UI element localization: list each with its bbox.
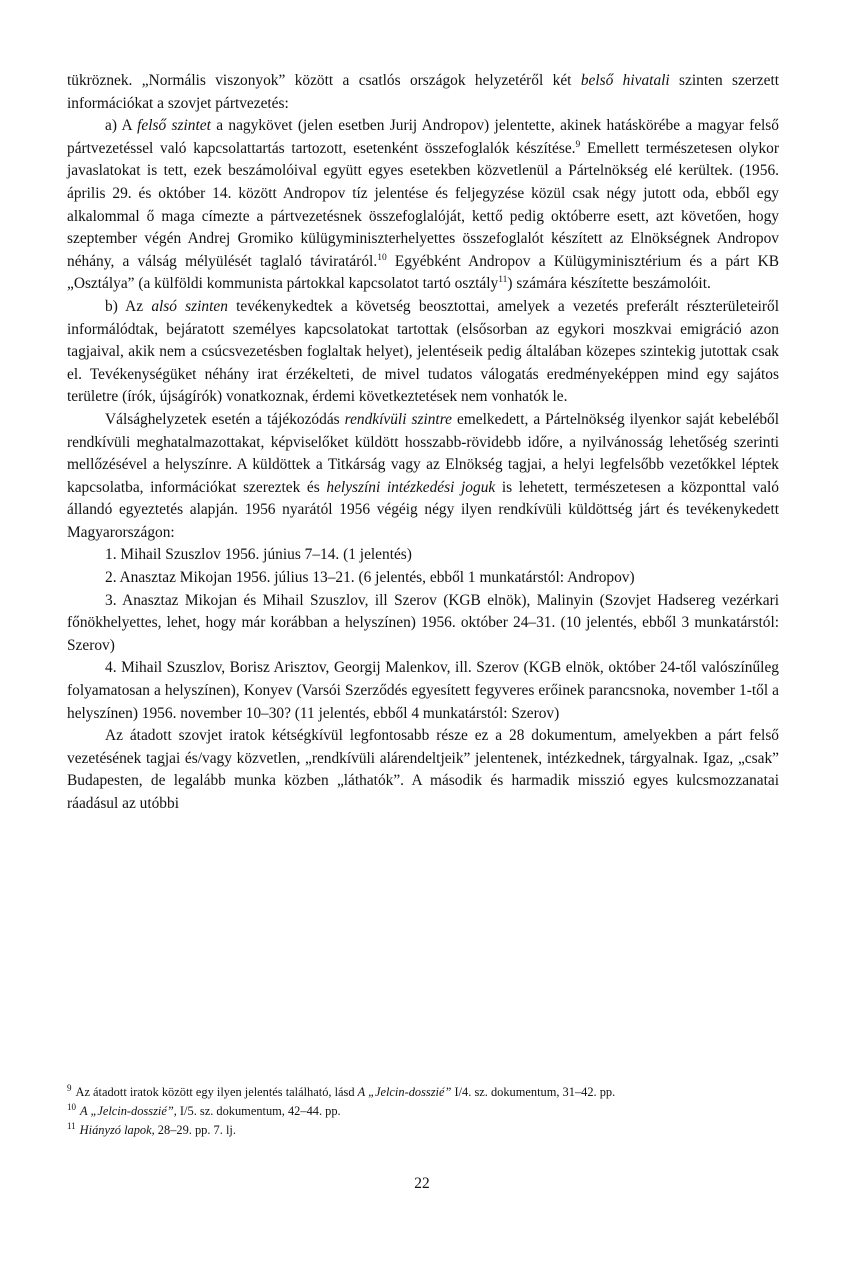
text-run: Emellett természetesen olykor javaslatokat is tett, ezek beszámolóival együtt egyes esetekben közvetlenül a Pártelnökség elé kerültek. (1956. április 29. és október 14. között Andropov tíz jelentése és feljegyzése közül csak négy jutott oda, ebből egy alkalommal ő maga címezte a pártvezetésnek összefoglalóját, kettő pedig októberre esett, azt követően, hogy szeptember végén Andrej Gromiko külügyminiszterhelyettes összefoglalót készített az Elnökségnek Andropov néhány, a válság mélyülését taglaló táviratáról. bbox=[67, 139, 779, 270]
text-run: szinten szerzett információkat a szovjet pártvezetés: bbox=[67, 72, 780, 112]
text-run: tükröznek. „Normális viszonyok” között a csatlós országok helyzetéről két bbox=[67, 72, 581, 89]
text-run: 4. Mihail Szuszlov, Borisz Arisztov, Georgij Malenkov, ill. Szerov (KGB elnök, október 24-től valószínűleg folyamatosan a helyszínen), Konyev (Varsói Szerződés egyesített fegyveres erőinek parancsnoka, november 1-től a helyszínen) 1956. november 10–30? (11 jelentés, ebből 4 munkatárstól: Szerov) bbox=[67, 659, 779, 722]
text-run: Válsághelyzetek esetén a tájékozódás bbox=[105, 410, 345, 428]
footnote-ref: 10 bbox=[377, 252, 387, 263]
italic-text: felső szintet bbox=[137, 117, 211, 135]
paragraph bbox=[67, 590, 779, 658]
italic-text: helyszíni intézkedési joguk bbox=[326, 478, 496, 496]
text-run: 2. Anasztaz Mikojan 1956. július 13–21. (6 jelentés, ebből 1 munkatárstól: Andropov) bbox=[105, 569, 635, 587]
paragraph bbox=[67, 70, 779, 115]
text-run: 28–29. pp. 7. lj. bbox=[154, 1123, 236, 1137]
text-run: 3. Anasztaz Mikojan és Mihail Szuszlov, ill Szerov (KGB elnök), Malinyin (Szovjet Hadsereg vezérkari főnökhelyettes, lehet, hogy már korábban a helyszínen) 1956. október 24–31. (10 jelentés, ebből 3 munkatárstól: Szerov) bbox=[67, 591, 779, 654]
footnote-number: 11 bbox=[67, 1121, 76, 1131]
text-run: is lehetett, természetesen a központtal való állandó egyeztetés alapján. 1956 nyarától 1956 végéig négy ilyen rendkívüli küldöttség járt és tevékenykedett Magyarországon: bbox=[67, 478, 779, 541]
footnotes bbox=[67, 1083, 779, 1140]
footnote-ref: 11 bbox=[498, 275, 508, 286]
footnote-number: 9 bbox=[67, 1083, 72, 1093]
italic-text: belső hivatali bbox=[580, 72, 670, 89]
text-run: Az átadott iratok között egy ilyen jelentés található, lásd bbox=[75, 1085, 358, 1099]
text-run: Egyébként Andropov a Külügyminisztérium és a párt KB „Osztálya” (a külföldi kommunista pártokkal kapcsolatot tartó osztály bbox=[67, 252, 779, 293]
page-number: 22 bbox=[414, 1175, 430, 1192]
italic-text: A „Jelcin-dosszié”, bbox=[80, 1104, 177, 1118]
paragraph bbox=[67, 296, 779, 409]
footnote bbox=[67, 1083, 779, 1102]
text-run: Az átadott szovjet iratok kétségkívül legfontosabb része ez a 28 dokumentum, amelyekben a párt felső vezetésének tagjai és/vagy közvetlen, „rendkívüli alárendeltjeik” jelentenek, intézkednek, tárgyalnak. Igaz, „csak” Budapesten, de legalább munka közben „láthatók”. A második és harmadik misszió egyes kulcsmozzanatai ráadásul az utóbbi bbox=[67, 727, 779, 812]
italic-text: Hiányzó lapok, bbox=[79, 1123, 155, 1137]
paragraph bbox=[67, 409, 779, 545]
paragraph bbox=[67, 567, 779, 590]
italic-text: rendkívüli szintre bbox=[344, 410, 452, 428]
footnote bbox=[67, 1102, 779, 1121]
footnote-number: 10 bbox=[67, 1102, 76, 1112]
main-text bbox=[67, 70, 779, 816]
text-run: emelkedett, a Pártelnökség ilyenkor saját kebeléből rendkívüli meghatalmazottakat, képviselőket küldött hosszabb-rövidebb időre, a nyilvánosság lehetőség szerinti mellőzésével a helyszínre. A küldöttek a Titkárság vagy az Elnökség tagjai, a helyi legfelsőbb vezetőkkel léptek kapcsolatba, információkat szereztek és bbox=[67, 410, 779, 496]
text-run: I/4. sz. dokumentum, 31–42. pp. bbox=[451, 1085, 616, 1099]
text-run: ) számára készítette beszámolóit. bbox=[507, 275, 711, 293]
paragraph bbox=[67, 544, 779, 567]
text-run: tevékenykedtek a követség beosztottai, amelyek a vezetés preferált részterületeiről informálódtak, bejáratott személyes kapcsolatokat tartottak (elsősorban az egykori moszkvai emigráció azon tagjaival, akik nem a csúcsvezetésben foglaltak helyet), jelentéseik pedig általában közepes szintekig jutottak csak el. Tevékenységüket néhány irat érzékelteti, de mivel tudatos válogatás eredményeképpen mind egy sajátos területre (írók, újságírók) vonatkoznak, érdemi következtetések nem vonhatók le. bbox=[67, 297, 779, 406]
text-run: b) Az bbox=[105, 297, 152, 315]
footnote bbox=[67, 1121, 779, 1140]
footnote-ref: 9 bbox=[575, 139, 581, 150]
text-run: a nagykövet (jelen esetben Jurij Andropov) jelentette, akinek hatáskörébe a magyar felső pártvezetéssel való kapcsolattartás tartozott, esetenként összefoglalók készítése. bbox=[67, 117, 779, 157]
italic-text: A „Jelcin-dosszié” bbox=[357, 1085, 452, 1099]
text-run: I/5. sz. dokumentum, 42–44. pp. bbox=[176, 1104, 341, 1118]
text-run: 1. Mihail Szuszlov 1956. június 7–14. (1 jelentés) bbox=[105, 546, 412, 564]
text-run: a) A bbox=[105, 117, 138, 135]
italic-text: alsó szinten bbox=[151, 297, 228, 315]
paragraph bbox=[67, 657, 779, 725]
paragraph bbox=[67, 115, 779, 296]
paragraph bbox=[67, 725, 779, 815]
